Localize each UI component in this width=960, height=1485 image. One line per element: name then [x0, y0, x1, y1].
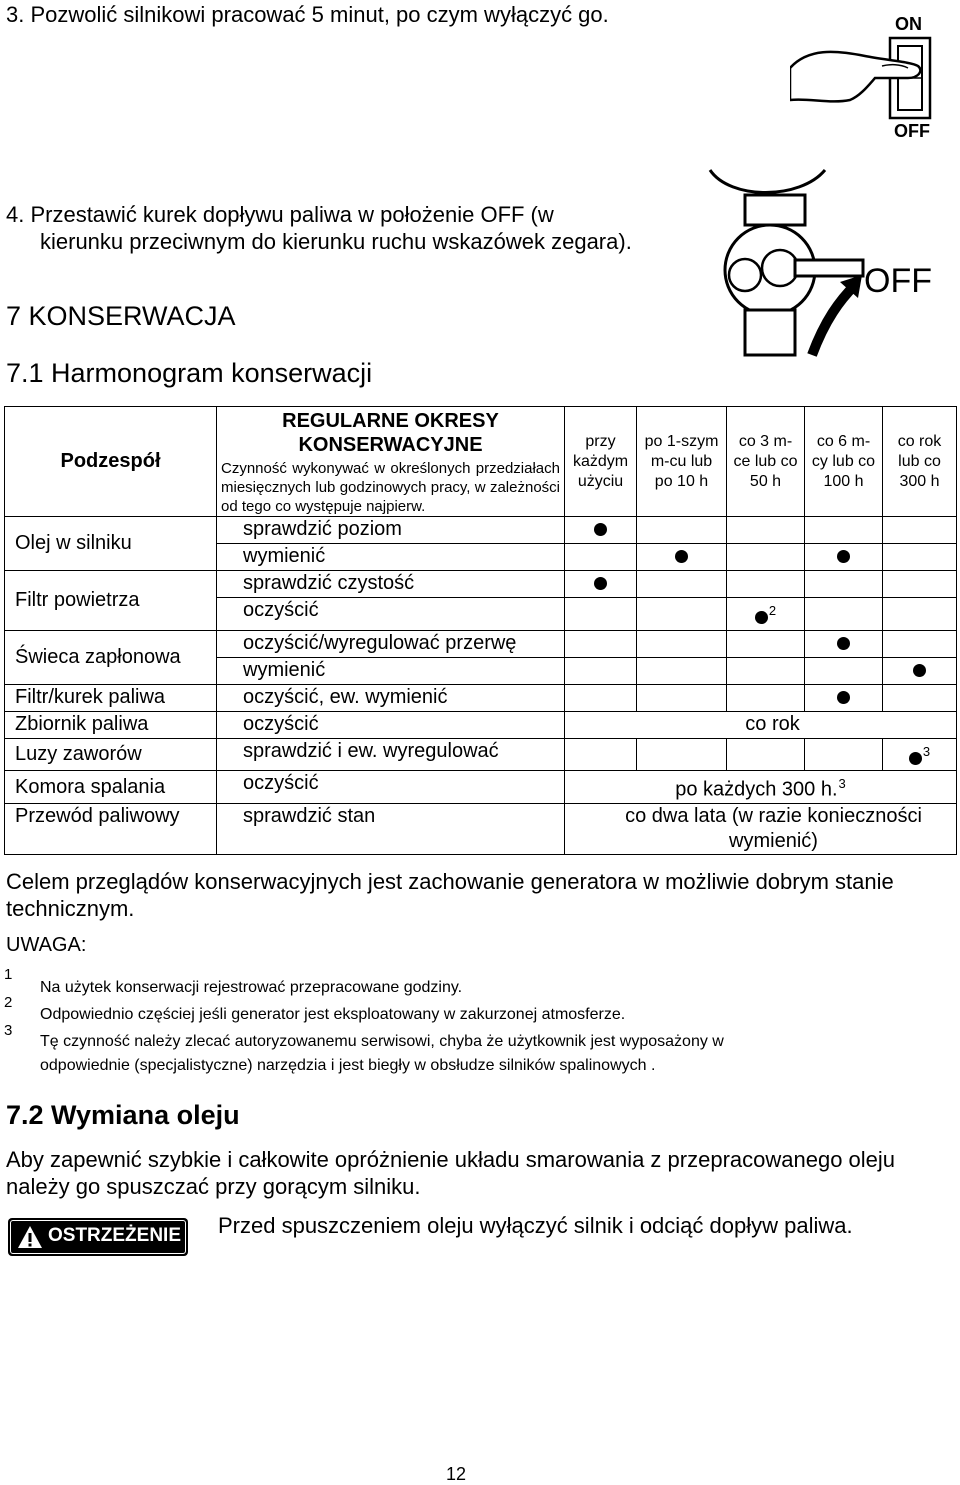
footnote-text: Odpowiednio częściej jeśli generator jest eksploatowany w zakurzonej atmosferze. [40, 1006, 626, 1023]
row-operation: oczyścić/wyregulować przerwę [217, 630, 565, 657]
section-7-title: 7 KONSERWACJA [6, 301, 236, 331]
valve-off-label: OFF [864, 262, 932, 300]
schedule-dot [913, 664, 926, 677]
finger-icon [790, 52, 920, 102]
footnote-text-cont: odpowiednie (specjalistyczne) narzędzia i jest biegły w obsłudze silników spalinowych . [40, 1057, 656, 1074]
table-row [5, 771, 957, 804]
schedule-dot [837, 691, 850, 704]
row-operation: wymienić [217, 544, 565, 571]
step-4-line2: kierunku przeciwnym do kierunku ruchu wskazówek zegara). [40, 229, 632, 254]
table-row [5, 571, 957, 598]
row-interval-note: co dwa lata (w razie konieczności wymienić) [565, 803, 957, 854]
row-operation: oczyścić, ew. wymienić [217, 684, 565, 711]
valve-lever [795, 260, 863, 276]
schedule-dot [594, 577, 607, 590]
row-component: Olej w silniku [5, 517, 217, 571]
footnote-mark: 1 [4, 966, 13, 983]
row-operation: sprawdzić czystość [217, 571, 565, 598]
row-component: Filtr/kurek paliwa [5, 684, 217, 711]
row-operation: oczyścić [217, 771, 565, 804]
schedule-dot [837, 637, 850, 650]
header-interval-5: co rok lub co 300 h [883, 407, 957, 517]
header-interval-3: co 3 m-ce lub co 50 h [727, 407, 805, 517]
step-4-line1: 4. Przestawić kurek dopływu paliwa w położenie OFF (w [6, 202, 554, 227]
valve-top-nut [745, 195, 805, 225]
row-component: Filtr powietrza [5, 571, 217, 631]
uwaga-label: UWAGA: [6, 934, 87, 956]
rotation-arrow-icon [812, 285, 855, 355]
section-7-2-title: 7.2 Wymiana oleju [6, 1100, 240, 1130]
warning-text: Przed spuszczeniem oleju wyłączyć silnik i odciąć dopływ paliwa. [218, 1213, 853, 1238]
header-operations [217, 407, 565, 517]
section-7-1-title: 7.1 Harmonogram konserwacji [6, 358, 373, 388]
row-operation: oczyścić [217, 711, 565, 738]
footnote-mark: 2 [4, 994, 13, 1011]
schedule-dot [837, 550, 850, 563]
table-row [5, 684, 957, 711]
schedule-dot [594, 523, 607, 536]
footnote-ref: 3 [922, 743, 931, 759]
header-interval-1: przy każdym użyciu [565, 407, 637, 517]
footnote-text: Tę czynność należy zlecać autoryzowanemu serwisowi, chyba że użytkownik jest wyposażony w [40, 1033, 724, 1050]
footnote-text: Na użytek konserwacji rejestrować przepracowane godziny. [40, 979, 463, 996]
warning-triangle-icon [16, 1224, 44, 1250]
footnote-ref: 3 [838, 776, 846, 792]
header-interval-2: po 1-szym m-cu lub po 10 h [637, 407, 727, 517]
header-ops-title: REGULARNE OKRESY KONSERWACYJNE [282, 410, 499, 456]
schedule-dot [909, 752, 922, 765]
row-operation: sprawdzić i ew. wyregulować [217, 738, 565, 771]
row-component: Zbiornik paliwa [5, 711, 217, 738]
warning-badge [8, 1218, 188, 1256]
row-operation: sprawdzić poziom [217, 517, 565, 544]
warning-badge-text: OSTRZEŻENIE [48, 1225, 182, 1246]
schedule-dot [675, 550, 688, 563]
row-interval-note: po każdych 300 h.$^3$ [565, 771, 957, 804]
row-component: Komora spalania [5, 771, 217, 804]
oil-change-paragraph: Aby zapewnić szybkie i całkowite opróżnienie układu smarowania z przepracowanego oleju należy go spuszczać przy gorącym silniku. [6, 1147, 896, 1199]
row-operation: sprawdzić stan [217, 803, 565, 854]
footnote-ref: 2 [768, 603, 777, 618]
table-header-row [5, 407, 957, 517]
table-row [5, 803, 957, 854]
table-row [5, 630, 957, 657]
row-operation: oczyścić [217, 598, 565, 631]
row-component: Przewód paliwowy [5, 803, 217, 854]
row-component: Luzy zaworów [5, 738, 217, 771]
page-number: 12 [446, 1464, 467, 1484]
table-row [5, 517, 957, 544]
row-interval-note: co rok [565, 711, 957, 738]
fuel-valve-illustration [700, 160, 940, 370]
header-component: Podzespół [5, 407, 217, 517]
switch-off-label: OFF [894, 121, 930, 141]
header-ops-desc: Czynność wykonywać w określonych przedziałach miesięcznych lub godzinowych pracy, w zależności od tego co występuje najpierw. [221, 460, 560, 515]
table-row [5, 711, 957, 738]
row-operation: wymienić [217, 657, 565, 684]
maintenance-table [4, 406, 957, 855]
switch-on-label: ON [895, 14, 922, 34]
maintenance-paragraph: Celem przeglądów konserwacyjnych jest zachowanie generatora w możliwie dobrym stanie technicznym. [6, 869, 894, 921]
step-3: 3. Pozwolić silnikowi pracować 5 minut, po czym wyłączyć go. [6, 2, 609, 27]
switch-illustration [790, 8, 940, 143]
header-interval-4: co 6 m-cy lub co 100 h [805, 407, 883, 517]
table-row [5, 738, 957, 771]
schedule-dot [755, 611, 768, 624]
footnote-mark: 3 [4, 1022, 13, 1039]
row-component: Świeca zapłonowa [5, 630, 217, 684]
